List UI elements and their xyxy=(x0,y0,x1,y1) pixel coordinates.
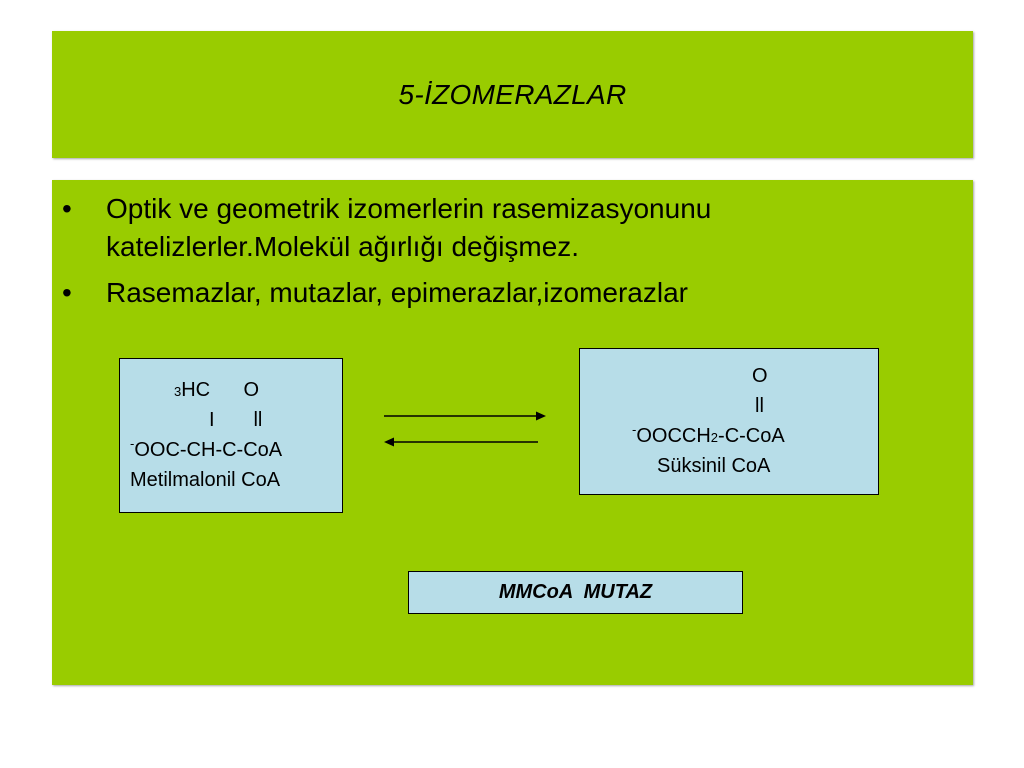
bullet-icon: • xyxy=(62,277,72,308)
left-molecule-line-2: I ll xyxy=(209,409,263,431)
right-molecule-name: Süksinil CoA xyxy=(657,455,771,477)
succinyl-coa-box xyxy=(579,348,879,495)
enzyme-label: MMCoA MUTAZ xyxy=(498,581,653,603)
left-molecule-name: Metilmalonil CoA xyxy=(130,469,281,491)
bullet-text-1: Optik ve geometrik izomerlerin rasemizasyonunu katelizlerler.Molekül ağırlığı değişmez. xyxy=(106,193,712,262)
equilibrium-arrows-icon xyxy=(380,404,550,450)
bullet-item-2 xyxy=(60,274,940,312)
slide-title: 5-İZOMERAZLAR xyxy=(398,78,627,110)
right-molecule-line-2: ll xyxy=(755,395,764,417)
title-panel xyxy=(52,31,973,158)
right-molecule-line-3: -OOCCH2-C-CoA xyxy=(632,422,785,447)
left-molecule-line-3: -OOC-CH-C-CoA xyxy=(130,436,283,461)
bullet-text-2: Rasemazlar, mutazlar, epimerazlar,izomerazlar xyxy=(106,277,688,308)
right-molecule-line-1: O xyxy=(752,365,768,387)
methylmalonyl-coa-box xyxy=(119,358,343,513)
bullet-item-1 xyxy=(60,190,940,266)
enzyme-label-box xyxy=(408,571,743,614)
bullet-icon: • xyxy=(62,193,72,224)
bullet-list xyxy=(60,190,940,320)
left-molecule-line-1: 3HC O xyxy=(174,379,260,401)
content-panel xyxy=(52,180,973,685)
